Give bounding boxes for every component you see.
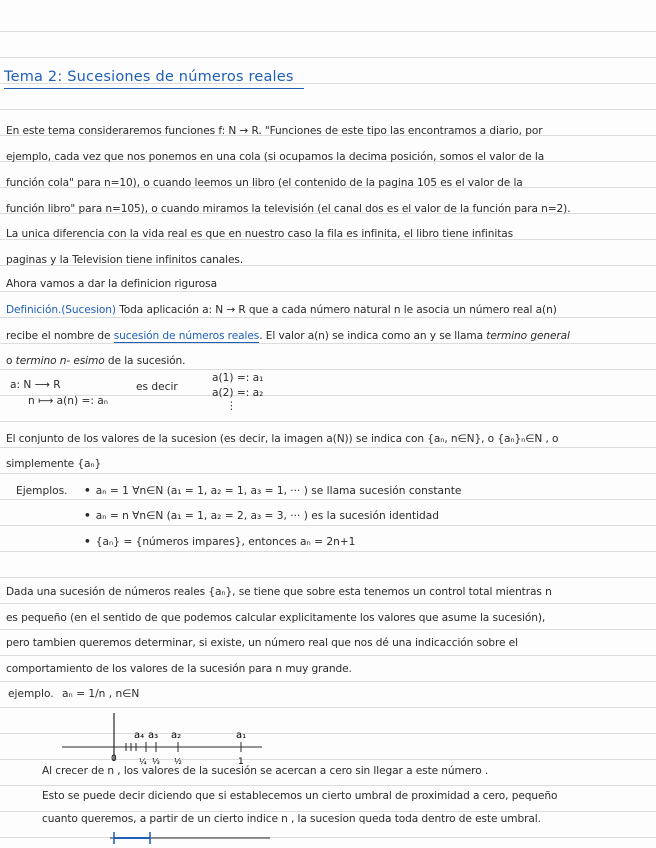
definition-line-2: [6, 329, 652, 343]
dada-line-1: Dada una sucesión de números reales {aₙ}, se tiene que sobre esta tenemos un control total mientras n: [6, 586, 552, 598]
axis-label-third: ⅓: [152, 757, 160, 766]
intro-line-2: ejemplo, cada vez que nos ponemos en una cola (si ocupamos la decima posición, somos el valor de la: [6, 151, 545, 163]
definition-line-1: [6, 303, 652, 317]
axis-label-quarter: ¼: [139, 757, 147, 766]
axis-label-one: 1: [238, 757, 244, 767]
axis-label-a2: a₂: [171, 730, 182, 741]
intro-line-4: función libro" para n=105), o cuando miramos la televisión (el canal dos es el valor de la función para n=2).: [6, 203, 571, 215]
dada-line-3: pero tambien queremos determinar, si existe, un número real que nos dé una indicacción sobre el: [6, 637, 518, 649]
definition-term-general: termino general: [486, 330, 570, 342]
closing-line-1: Al crecer de n , los valores de la sucesión se acercan a cero sin llegar a este número .: [42, 765, 489, 777]
definition-text-3b: de la sucesión.: [107, 355, 186, 367]
definition-line-3: [6, 354, 652, 368]
definition-text-3a: o: [6, 355, 13, 367]
ejemplo-impares: • {aₙ} = {números impares}, entonces aₙ = 2n+1: [84, 535, 355, 549]
definition-text-2a: recibe el nombre de: [6, 330, 111, 342]
intro-line-1: En este tema consideraremos funciones f: N → R. "Funciones de este tipo las encontramos a diario, por: [6, 125, 543, 137]
closing-line-3: cuanto queremos, a partir de un cierto indice n , la sucesion queda toda dentro de este umbral.: [42, 813, 541, 825]
ejemplos-label: Ejemplos.: [16, 485, 68, 497]
intro-line-5: La unica diferencia con la vida real es que en nuestro caso la fila es infinita, el libro tiene infinitas: [6, 228, 514, 240]
mapping-list-1: a(1) =: a₁: [212, 372, 264, 384]
dada-line-2: es pequeño (en el sentido de que podemos calcular explicitamente los valores que asume la sucesión),: [6, 612, 546, 624]
definition-text-2b: . El valor a(n) se indica como an y se llama: [259, 330, 483, 342]
definition-term-nesimo: termino n- esimo: [15, 355, 105, 367]
bottom-sketch: [100, 828, 280, 848]
conjunto-line-2: simplemente {aₙ}: [6, 458, 102, 470]
ejemplo-identidad: • aₙ = n ∀n∈N (a₁ = 1, a₂ = 2, a₃ = 3, ··· ) es la sucesión identidad: [84, 509, 439, 523]
axis-label-zero: 0: [111, 754, 117, 764]
axis-label-a4: a₄: [134, 730, 145, 741]
mapping-list-3: ⋮: [226, 400, 237, 412]
closing-line-2: Esto se puede decir diciendo que si establecemos un cierto umbral de proximidad a cero, pequeño: [42, 790, 558, 802]
ejemplo2-label: ejemplo.: [8, 688, 54, 700]
number-line-diagram: [0, 705, 300, 770]
axis-label-half: ½: [174, 757, 182, 766]
page-title: Tema 2: Sucesiones de números reales: [4, 69, 294, 85]
intro-line-3: función cola" para n=10), o cuando leemos un libro (el contenido de la pagina 105 es el valor de la: [6, 177, 523, 189]
intro-line-6: paginas y la Television tiene infinitos canales.: [6, 254, 244, 266]
ejemplo2-formula: aₙ = 1/n , n∈N: [62, 688, 140, 700]
mapping-list-2: a(2) =: a₂: [212, 387, 264, 399]
definition-term-sucesion: sucesión de números reales: [113, 330, 260, 342]
conjunto-line-1: El conjunto de los valores de la sucesion (es decir, la imagen a(N)) se indica con {aₙ, n∈N}, o {aₙ}ₙ∈N , o: [6, 433, 559, 445]
mapping-top: a: N ⟶ R: [10, 379, 61, 391]
axis-label-a3: a₃: [148, 730, 159, 741]
definition-label: Definición.(Sucesion): [6, 304, 116, 316]
ejemplo-constante: • aₙ = 1 ∀n∈N (a₁ = 1, a₂ = 1, a₃ = 1, ··· ) se llama sucesión constante: [84, 484, 461, 498]
mapping-es-decir: es decir: [136, 381, 178, 393]
dada-line-4: comportamiento de los valores de la sucesión para n muy grande.: [6, 663, 352, 675]
intro-line-7: Ahora vamos a dar la definicion rigurosa: [6, 278, 217, 290]
definition-text-1: Toda aplicación a: N → R que a cada número natural n le asocia un número real a(n): [119, 304, 557, 316]
title-underline: [4, 88, 304, 89]
mapping-bottom: n ⟼ a(n) =: aₙ: [28, 395, 109, 407]
axis-label-a1: a₁: [236, 730, 247, 741]
